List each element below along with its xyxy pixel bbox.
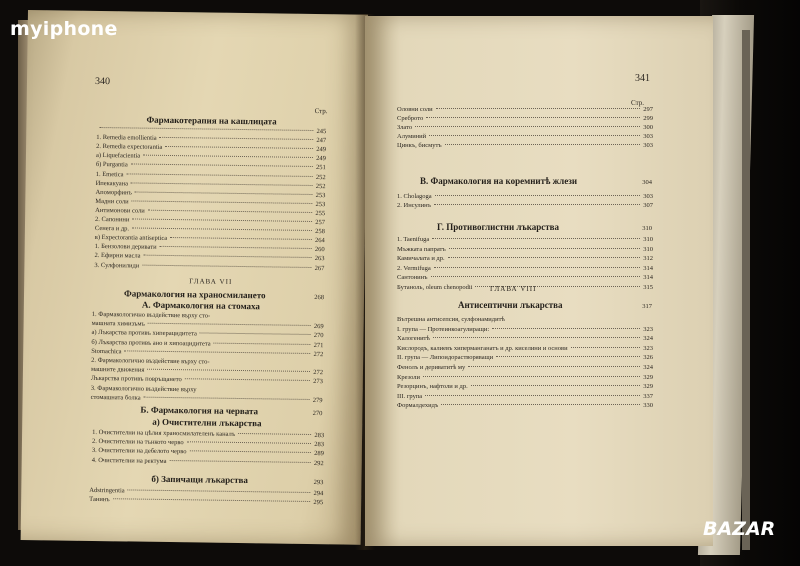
dot-leader: [238, 433, 311, 435]
toc-entry: [92, 457, 324, 467]
toc-entry-label: 1. Cholagoga: [397, 193, 432, 200]
page-ref: 273: [313, 378, 323, 386]
section-heading: А. Фармакология на стомаха: [141, 299, 261, 312]
toc-entry: [397, 374, 653, 381]
toc-entry-label: 1. Фармакологично въздействие върху сто-: [91, 310, 211, 320]
page-number: 341: [635, 73, 650, 84]
chapter-label: ГЛАВА VII: [189, 277, 233, 286]
page-ref: 263: [314, 255, 325, 263]
dot-leader: [160, 246, 312, 249]
toc-heading-row: [437, 222, 652, 232]
toc-entry-label: Adstringentia: [89, 486, 125, 495]
toc-entry: [397, 202, 653, 209]
dot-leader: [571, 347, 641, 348]
dot-leader: [144, 396, 310, 399]
toc-entry-label: Сенега и др.: [94, 225, 130, 233]
toc-entry: [397, 193, 653, 200]
toc-entry-label: II. група — Липоидорастворяващи: [397, 354, 494, 362]
toc-entry-label: 3. Очистителни на дебелото черво: [91, 447, 187, 456]
page-ref: 249: [316, 155, 326, 163]
toc-entry-label: 2. Инсулинъ: [397, 202, 431, 209]
toc-entry-label: 1. Очистителни на цѣлия храносмилателенъ каналъ: [92, 428, 236, 438]
toc-entry-label: 3. Сулфонилиди: [94, 261, 140, 270]
dot-leader: [125, 350, 311, 354]
page-ref: 323: [643, 344, 653, 352]
page-ref: 268: [314, 294, 325, 302]
page-ref: 247: [316, 137, 327, 145]
toc-entry-label: 2. Сапонини: [95, 215, 130, 224]
dot-leader: [128, 489, 311, 493]
dot-leader: [213, 362, 320, 364]
page-ref: 260: [314, 246, 325, 254]
dot-leader: [492, 328, 640, 329]
page-ref: 253: [315, 191, 326, 199]
page-ref: 323: [643, 325, 653, 333]
toc-entry: [397, 364, 653, 371]
toc-entry: [397, 393, 653, 400]
page-ref: 329: [643, 383, 653, 391]
dot-leader: [135, 191, 313, 194]
section-heading: б) Запичащи лъкарства: [151, 473, 249, 486]
page-ref: 253: [315, 200, 326, 208]
dot-leader: [432, 238, 640, 239]
page-ref: 304: [642, 179, 652, 186]
toc-entry-label: Фенолъ и дериватитѣ му: [397, 364, 466, 371]
toc-entry: [397, 106, 653, 113]
dot-leader: [425, 395, 640, 396]
dot-leader: [449, 248, 640, 249]
watermark-logo: myiphone: [10, 18, 118, 40]
toc-entry-label: Апоморфинъ: [95, 188, 132, 197]
page-ref: 303: [643, 133, 653, 140]
page-ref: 300: [643, 124, 653, 131]
dot-leader: [170, 460, 311, 463]
page-ref: 279: [312, 396, 323, 404]
toc-entry-label: I. група — Протеинкоагулиращи:: [397, 325, 490, 333]
page-ref: 307: [643, 202, 653, 209]
section-heading: Г. Противоглистни лъкарства: [437, 222, 560, 232]
page-ref: 252: [315, 173, 326, 181]
page-ref: 269: [313, 323, 324, 331]
page-ref: 255: [315, 209, 326, 218]
dot-leader: [213, 316, 320, 318]
toc-entry-label: машната химизъмъ: [91, 320, 145, 328]
dot-leader: [132, 200, 313, 204]
page-ref: 312: [643, 255, 653, 263]
page-ref: 299: [643, 115, 653, 122]
dot-leader: [435, 195, 641, 196]
toc-entry: [89, 496, 323, 506]
page-ref: 310: [642, 225, 652, 232]
page-ref: 326: [643, 354, 653, 362]
page-ref: 337: [643, 392, 653, 400]
toc-entry-label: 2. Очистителни на тънкото черво: [91, 438, 184, 447]
toc-heading-row: [151, 474, 323, 486]
page-ref: 297: [643, 106, 653, 113]
dot-leader: [131, 182, 313, 186]
dot-leader: [200, 333, 311, 336]
toc-entry: [397, 124, 653, 131]
page-ref: 251: [316, 164, 326, 172]
page-ref: 303: [643, 193, 653, 200]
toc-entry-label: Цинкъ, бисмутъ: [397, 142, 442, 149]
toc-entry-label: Stomachica: [91, 347, 122, 356]
toc-entry: [397, 383, 653, 390]
toc-entry-label: Антимонови соли: [95, 206, 145, 215]
toc-entry: [397, 115, 653, 122]
dot-leader: [99, 127, 313, 131]
dot-leader: [144, 255, 312, 258]
toc-entry: [397, 236, 653, 243]
dot-leader: [433, 337, 640, 338]
dot-leader: [496, 356, 640, 357]
dot-leader: [132, 218, 312, 222]
toc-heading-row: [140, 405, 322, 418]
toc-entry: [94, 261, 324, 271]
page-ref: 272: [313, 369, 324, 377]
toc-entry-label: 4. Очистителни на ректума: [91, 456, 167, 465]
page-ref: 249: [316, 146, 327, 154]
toc-entry-label: Резорцинъ, нафтоли и др.: [397, 383, 468, 391]
toc-entry-label: Вътрешна антисепсия, сулфонамидитѣ: [397, 316, 505, 323]
toc-entry-label: III. група: [397, 392, 423, 400]
page-ref: 271: [313, 341, 324, 349]
toc-entry-label: Мадни соли: [95, 197, 129, 206]
dot-leader: [426, 117, 640, 118]
dot-leader: [434, 267, 640, 268]
toc-entry-label: 1. Бензолови деривати: [94, 243, 157, 252]
section-heading: а) Очистителни лъкарства: [152, 416, 262, 429]
page-ref: 294: [313, 490, 324, 498]
toc-entry-label: Кислородъ, калиевъ хиперманганатъ и др. киселини и основи: [397, 344, 568, 352]
toc-entry-label: 1. Remedia emollientia: [96, 134, 157, 142]
dot-leader: [190, 451, 312, 454]
section-heading: Фармакология на храносмилането: [123, 288, 266, 301]
toc-entry-label: Среброто: [397, 115, 424, 122]
page-ref: 252: [315, 182, 326, 190]
page-ref: 257: [315, 219, 326, 227]
dot-leader: [187, 441, 312, 444]
dot-leader: [423, 376, 640, 377]
section-heading: Фармакотерапия на кашлицата: [146, 114, 277, 127]
page-ref: 314: [643, 274, 653, 282]
toc-entry-label: 3. Фармакологично въздействие върху: [90, 384, 197, 393]
section-heading: Б. Фармакология на червата: [140, 404, 259, 417]
page-ref: 329: [643, 373, 653, 381]
toc-entry-label: Злато: [397, 124, 413, 131]
dot-leader: [170, 237, 312, 240]
page-ref: 293: [313, 479, 324, 487]
toc-entry-label: Формалдехидъ: [397, 402, 439, 410]
toc-entry-label: 2. Vermifuga: [397, 264, 431, 272]
dot-leader: [165, 146, 313, 149]
page-ref: 315: [643, 284, 653, 291]
dot-leader: [113, 498, 311, 502]
dot-leader: [445, 144, 641, 145]
page-ref: 283: [314, 441, 325, 449]
toc-entry: [397, 354, 653, 361]
dot-leader: [148, 210, 313, 213]
page-edge-dark: [742, 30, 750, 550]
toc-entry: [397, 316, 653, 323]
dot-leader: [185, 379, 310, 382]
dot-leader: [434, 204, 640, 205]
left-page: [21, 10, 368, 545]
toc-entry-label: Сантонинъ: [397, 274, 428, 282]
toc-entry-label: Камичалата и др.: [397, 255, 445, 263]
column-label: Стр.: [631, 99, 644, 107]
page-ref: 310: [643, 245, 653, 253]
toc-entry-label: а) Liquefacientia: [95, 152, 141, 160]
dot-leader: [429, 135, 640, 136]
page-ref: 283: [314, 432, 325, 440]
toc-entry-label: в) Expectorantia antiseptica: [94, 234, 168, 243]
dot-leader: [148, 323, 311, 326]
dot-leader: [448, 257, 641, 258]
dot-leader: [127, 173, 313, 177]
page-ref: 303: [643, 142, 653, 149]
page-ref: 258: [315, 228, 325, 236]
bazar-badge: BAZAR: [703, 518, 776, 540]
toc-entry-label: стомашната болка: [90, 393, 141, 402]
toc-entry-label: 1. Taenifuga: [397, 236, 430, 243]
page-ref: 267: [314, 264, 325, 272]
dot-leader: [131, 164, 313, 168]
page-ref: 317: [642, 303, 652, 310]
dot-leader: [415, 126, 640, 127]
page-ref: 292: [313, 459, 324, 467]
toc-entry: [397, 335, 653, 342]
toc-entry: [397, 265, 653, 272]
page-ref: 289: [314, 450, 324, 458]
page-ref: 270: [313, 332, 324, 340]
dot-leader: [431, 276, 641, 277]
dot-leader: [441, 404, 640, 405]
toc-entry-label: Крезоли: [397, 373, 420, 381]
toc-entry-label: Лъкарства противъ повръщането: [90, 375, 182, 384]
dot-leader: [142, 264, 311, 267]
toc-entry-label: Халогенитѣ: [397, 335, 430, 343]
page-ref: 272: [313, 350, 324, 358]
toc-entry-label: 2. Remedia expectorantia: [96, 143, 163, 152]
toc-entry-label: Танинъ: [89, 496, 110, 504]
toc-entry: [397, 255, 653, 262]
section-heading: В. Фармакология на коремнитѣ жлези: [420, 176, 578, 186]
toc-entry-label: а) Лъкарства противъ хиперацидитета: [91, 329, 198, 338]
page-ref: 324: [643, 335, 653, 343]
dot-leader: [143, 155, 313, 158]
toc-entry-label: 2. Ефирни масла: [94, 252, 141, 260]
toc-entry: [397, 274, 653, 281]
toc-entry-label: Оловни соли: [397, 106, 433, 113]
dot-leader: [200, 389, 320, 391]
toc-entry-label: Мъжката папратъ: [397, 245, 446, 253]
toc-entry-label: 2. Фармакологично въздействие върху сто-: [91, 356, 210, 366]
dot-leader: [132, 228, 312, 232]
dot-leader: [214, 342, 311, 344]
page-ref: 295: [313, 499, 324, 507]
toc-heading-row: [420, 176, 652, 186]
toc-entry: [397, 133, 653, 140]
toc-entry-label: Ипекакуана: [95, 179, 129, 188]
page-number: 340: [94, 75, 111, 88]
toc-entry: [397, 246, 653, 253]
toc-heading-row: [458, 300, 652, 310]
dot-leader: [147, 369, 310, 372]
page-ref: 270: [312, 410, 323, 418]
page-ref: 324: [643, 364, 653, 371]
dot-leader: [471, 385, 641, 386]
toc-entry: [397, 345, 653, 352]
toc-entry-label: Алуминий: [397, 133, 427, 140]
page-ref: 314: [643, 264, 653, 272]
page-ref: 264: [315, 237, 325, 245]
dot-leader: [436, 108, 641, 109]
column-label: Стр.: [314, 107, 328, 116]
section-heading: Антисептични лъкарства: [458, 300, 563, 310]
right-page: [365, 16, 713, 546]
toc-entry-label: машните движения: [90, 366, 145, 374]
dot-leader: [468, 366, 640, 367]
toc-entry: [397, 326, 653, 333]
toc-entry: [397, 402, 653, 409]
toc-entry: [397, 142, 653, 149]
toc-entry-label: Бутаноль, oleum chenopodii: [397, 284, 473, 291]
page-ref: 330: [643, 402, 653, 410]
page-ref: 310: [643, 236, 653, 243]
toc-entry: [91, 394, 323, 404]
dot-leader: [160, 137, 314, 140]
toc-entry-label: 1. Emetica: [95, 170, 124, 178]
page-ref: 245: [316, 128, 327, 136]
chapter-label: ГЛАВА VIII: [490, 285, 537, 293]
toc-entry-label: б) Purgantia: [95, 161, 128, 169]
toc-entry-label: б) Лъкарства противъ ано и хипоацидитета: [91, 338, 211, 348]
